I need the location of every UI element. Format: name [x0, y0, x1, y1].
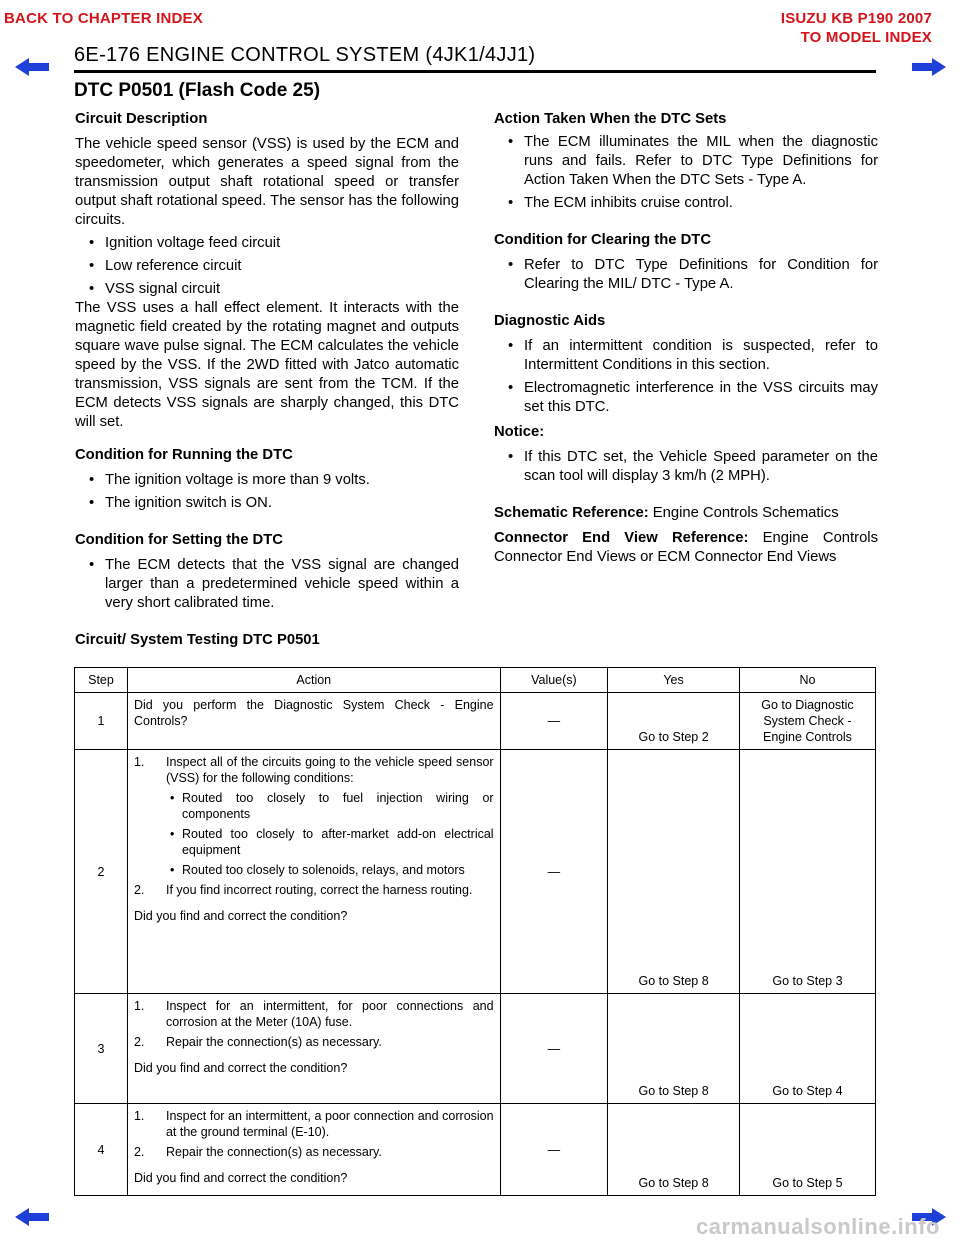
circuit-description-text: The vehicle speed sensor (VSS) is used by the ECM and speedometer, which generates a speed signal from the transmission output shaft rotational speed or transfer output shaft rotational speed. The sensor has the following circuits.	[75, 136, 459, 228]
next-page-arrow-icon[interactable]	[910, 57, 946, 77]
back-to-chapter-index-link[interactable]: BACK TO CHAPTER INDEX	[4, 10, 203, 27]
list-item: • VSS signal circuit	[75, 280, 459, 299]
value-cell: —	[500, 693, 608, 750]
schematic-label: Schematic Reference:	[494, 505, 649, 521]
prev-page-arrow-icon[interactable]	[15, 57, 51, 77]
no-link[interactable]: Go to Diagnostic System Check - Engine Controls	[739, 693, 875, 750]
action-cell	[127, 1104, 500, 1196]
item-text: If you find incorrect routing, correct the harness routing.	[165, 883, 473, 897]
header-action: Action	[127, 668, 500, 693]
yes-link[interactable]: Go to Step 2	[608, 693, 740, 750]
header-rule	[74, 70, 876, 73]
model-title: ISUZU KB P190 2007	[780, 10, 932, 27]
running-heading: Condition for Running the DTC	[75, 447, 293, 463]
table-row	[75, 693, 876, 750]
setting-heading: Condition for Setting the DTC	[75, 532, 283, 548]
list-item	[134, 1144, 494, 1160]
circuit-list	[75, 234, 459, 299]
step-number: 3	[75, 994, 128, 1104]
header-yes: Yes	[608, 668, 740, 693]
item-text: Inspect for an intermittent, a poor connection and corrosion at the ground terminal (E-10).	[165, 1109, 494, 1139]
schematic-value: Engine Controls Schematics	[648, 505, 839, 521]
prev-page-arrow-bottom-icon[interactable]	[15, 1207, 51, 1227]
setting-list	[75, 556, 459, 613]
item-text: Inspect all of the circuits going to the vehicle speed sensor (VSS) for the following conditions:	[165, 755, 494, 785]
yes-link[interactable]: Go to Step 8	[608, 1104, 740, 1196]
connector-reference	[494, 529, 878, 567]
diagnostic-table	[74, 667, 876, 1196]
clearing-heading: Condition for Clearing the DTC	[494, 232, 712, 248]
item-number: 1.	[133, 1109, 145, 1123]
list-item: • The ECM inhibits cruise control.	[494, 194, 878, 213]
vss-description-text: The VSS uses a hall effect element. It interacts with the magnetic field created by the rotating magnet and outputs square wave pulse signal. The ECM calculates the vehicle speed by the VSS. If the 2WD fitted with Jatco automatic transmission, VSS signals are sent from the TCM. If the ECM detects VSS signals are sharply changed, this DTC will set.	[75, 300, 459, 430]
item-text: Repair the connection(s) as necessary.	[165, 1145, 382, 1159]
question-text: Did you find and correct the condition?	[133, 1171, 348, 1185]
item-number: 2.	[133, 1145, 145, 1159]
notice-list	[494, 448, 878, 486]
list-item: • The ECM illuminates the MIL when the diagnostic runs and fails. Refer to DTC Type Definitions for Action Taken When the DTC Sets - Type A.	[494, 133, 878, 190]
action-list	[494, 133, 878, 213]
header-no: No	[739, 668, 875, 693]
left-column	[75, 110, 459, 617]
no-link[interactable]: Go to Step 5	[739, 1104, 875, 1196]
table-header-row	[75, 668, 876, 693]
step-number: 2	[75, 750, 128, 994]
list-item: • Low reference circuit	[75, 257, 459, 276]
connector-label: Connector End View Reference:	[494, 530, 749, 546]
to-model-index-link[interactable]: TO MODEL INDEX	[800, 29, 932, 46]
yes-link[interactable]: Go to Step 8	[608, 750, 740, 994]
question-text: Did you find and correct the condition?	[133, 909, 348, 923]
list-item: • Refer to DTC Type Definitions for Condition for Clearing the MIL/ DTC - Type A.	[494, 256, 878, 294]
list-item	[134, 1034, 494, 1050]
action-cell	[127, 994, 500, 1104]
item-number: 1.	[133, 999, 145, 1013]
page-title: 6E-176 ENGINE CONTROL SYSTEM (4JK1/4JJ1)	[74, 44, 536, 66]
sub-item: • Routed too closely to after-market add-on electrical equipment	[134, 826, 494, 858]
aids-list	[494, 337, 878, 417]
sub-item: • Routed too closely to fuel injection wiring or components	[134, 790, 494, 822]
list-item: • If this DTC set, the Vehicle Speed parameter on the scan tool will display 3 km/h (2 MPH).	[494, 448, 878, 486]
aids-heading: Diagnostic Aids	[494, 313, 606, 329]
question-text: Did you find and correct the condition?	[133, 1061, 348, 1075]
table-row	[75, 994, 876, 1104]
item-number: 1.	[133, 755, 145, 769]
value-cell: —	[500, 750, 608, 994]
action-cell: Did you perform the Diagnostic System Check - Engine Controls?	[127, 693, 500, 750]
list-item	[134, 998, 494, 1030]
clearing-list	[494, 256, 878, 294]
list-item	[134, 754, 494, 878]
item-number: 2.	[133, 883, 145, 897]
schematic-reference	[494, 504, 878, 523]
sub-item: • Routed too closely to solenoids, relays, and motors	[134, 862, 494, 878]
list-item	[134, 882, 494, 898]
value-cell: —	[500, 994, 608, 1104]
action-heading: Action Taken When the DTC Sets	[494, 111, 727, 127]
list-item: • The ignition switch is ON.	[75, 494, 459, 513]
table-row	[75, 1104, 876, 1196]
no-link[interactable]: Go to Step 4	[739, 994, 875, 1104]
dtc-title: DTC P0501 (Flash Code 25)	[74, 80, 321, 101]
list-item: • If an intermittent condition is suspected, refer to Intermittent Conditions in this section.	[494, 337, 878, 375]
step-number: 1	[75, 693, 128, 750]
watermark: carmanualsonline.info	[696, 1214, 940, 1239]
right-column	[494, 110, 878, 567]
list-item: • Ignition voltage feed circuit	[75, 234, 459, 253]
connector-value: Engine Controls Connector End Views or ECM Connector End Views	[494, 530, 878, 565]
header-values: Value(s)	[500, 668, 608, 693]
item-text: Repair the connection(s) as necessary.	[165, 1035, 382, 1049]
item-text: Inspect for an intermittent, for poor connections and corrosion at the Meter (10A) fuse.	[165, 999, 494, 1029]
no-link[interactable]: Go to Step 3	[739, 750, 875, 994]
table-title: Circuit/ System Testing DTC P0501	[75, 632, 320, 648]
running-list	[75, 471, 459, 513]
table-row	[75, 750, 876, 994]
list-item: • Electromagnetic interference in the VSS circuits may set this DTC.	[494, 379, 878, 417]
step-number: 4	[75, 1104, 128, 1196]
list-item: • The ECM detects that the VSS signal are changed larger than a predetermined vehicle speed within a very short calibrated time.	[75, 556, 459, 613]
yes-link[interactable]: Go to Step 8	[608, 994, 740, 1104]
notice-heading: Notice:	[494, 424, 545, 440]
header-step: Step	[75, 668, 128, 693]
item-number: 2.	[133, 1035, 145, 1049]
list-item: • The ignition voltage is more than 9 volts.	[75, 471, 459, 490]
value-cell: —	[500, 1104, 608, 1196]
list-item	[134, 1108, 494, 1140]
action-cell	[127, 750, 500, 994]
circuit-description-heading: Circuit Description	[75, 111, 208, 127]
